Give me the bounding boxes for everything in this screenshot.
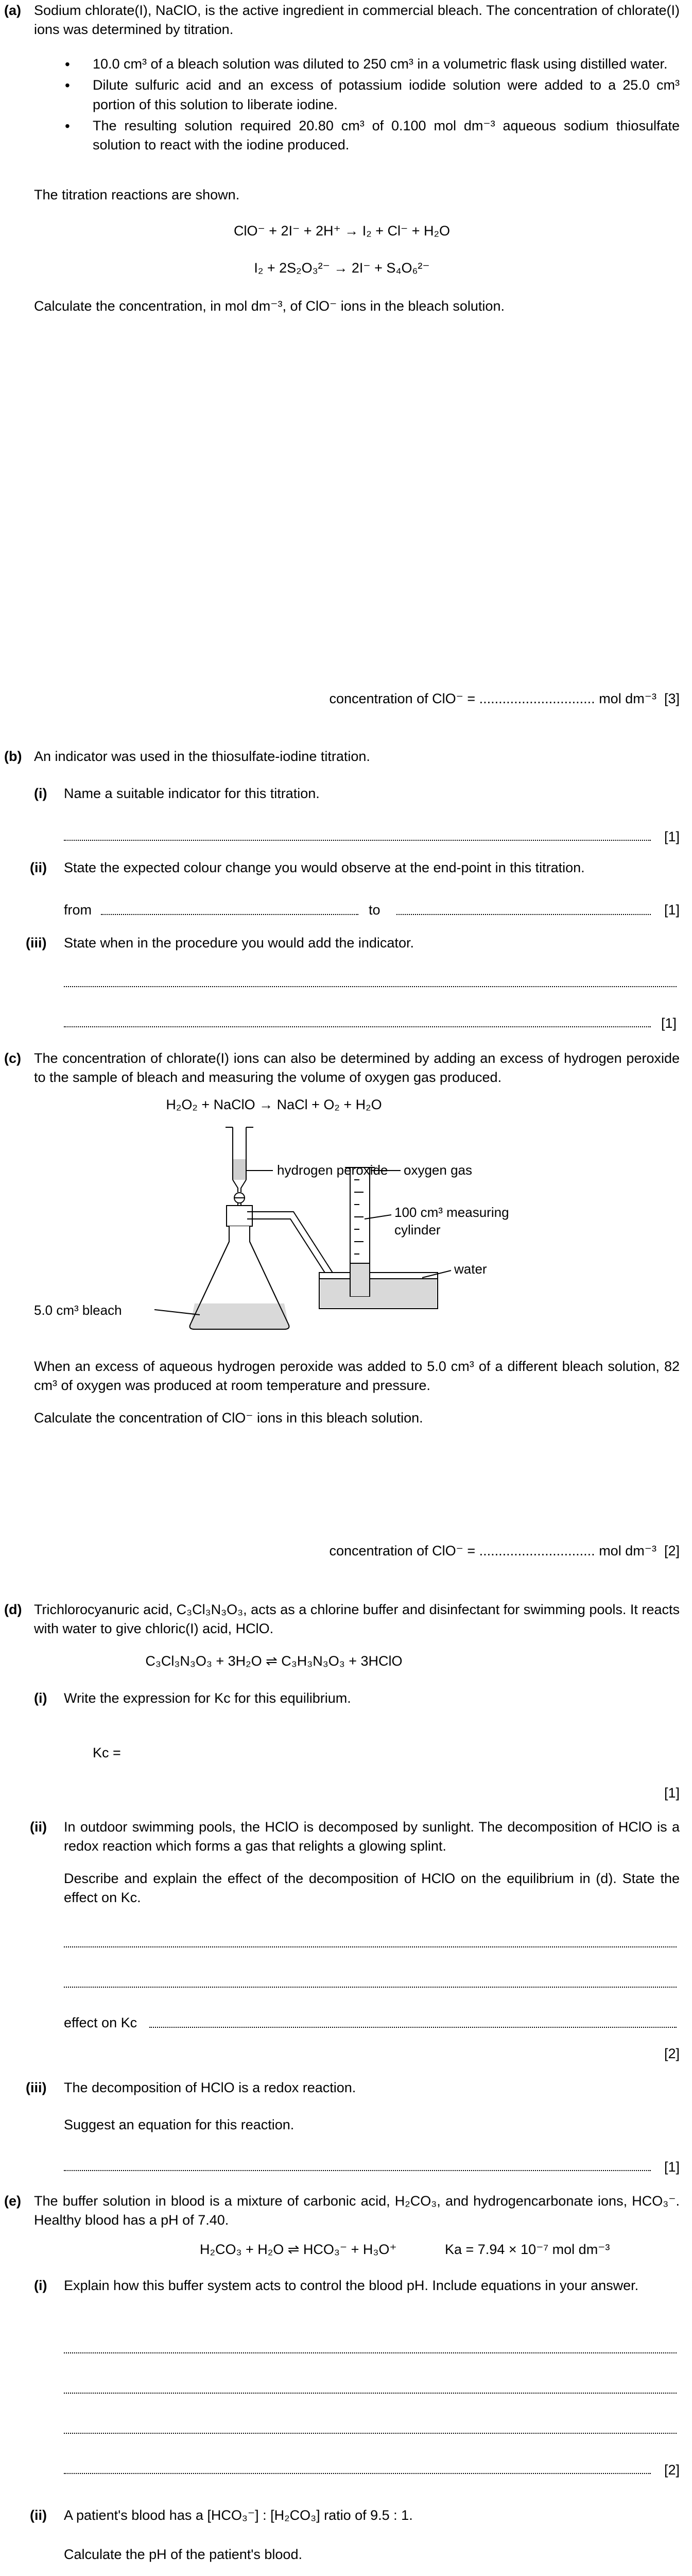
bullet-item: • 10.0 cm³ of a bleach solution was diluted to 250 cm³ in a volumetric flask using distilled water. <box>63 55 680 74</box>
marks: [1] <box>661 1015 677 1031</box>
part-d-ii-text2: Describe and explain the effect of the decomposition of HClO on the equilibrium in (d). State the effect on Kc. <box>64 1871 680 1906</box>
part-d-iii-text2: Suggest an equation for this reaction. <box>64 2117 295 2132</box>
part-d-label: (d) <box>4 1602 22 1617</box>
part-d-i-text: Write the expression for Kc for this equilibrium. <box>64 1690 351 1706</box>
part-c-intro: The concentration of chlorate(I) ions can also be determined by adding an excess of hydrogen peroxide to the sample of bleach and measuring the volume of oxygen gas produced. <box>34 1050 680 1086</box>
part-e-intro: The buffer solution in blood is a mixture of carbonic acid, H₂CO₃, and hydrogencarbonate ions, HCO₃⁻. Healthy blood has a pH of 7.40. <box>34 2193 680 2228</box>
marks: [2] <box>664 1543 680 1558</box>
label-water: water <box>454 1261 487 1277</box>
part-a-label: (a) <box>4 3 21 18</box>
water-trough <box>319 1273 438 1309</box>
answer-line[interactable] <box>64 2352 677 2353</box>
answer-line[interactable] <box>64 2473 651 2474</box>
part-b-ii-text: State the expected colour change you would observe at the end-point in this titration. <box>64 860 585 875</box>
marks: [2] <box>664 2046 680 2061</box>
marks: [1] <box>664 829 680 844</box>
answer-line[interactable] <box>64 840 651 841</box>
answer-line[interactable] <box>64 986 677 987</box>
bullet-item: • Dilute sulfuric acid and an excess of potassium iodide solution were added to a 25.0 cm³ portion of this solution to liberate iodine. <box>63 76 680 114</box>
part-a-answer-line <box>329 689 680 708</box>
part-b-intro: An indicator was used in the thiosulfate-iodine titration. <box>34 749 370 764</box>
part-b-iii-text: State when in the procedure you would add the indicator. <box>64 935 414 951</box>
part-e-i-label: (i) <box>34 2278 47 2293</box>
marks: [1] <box>664 902 680 918</box>
answer-line[interactable] <box>64 1946 677 1947</box>
part-a-bullets <box>63 55 680 157</box>
part-c-label: (c) <box>4 1050 21 1066</box>
marks: [1] <box>664 1785 680 1801</box>
answer-line[interactable] <box>64 1987 677 1988</box>
part-c-answer-line <box>329 1541 680 1561</box>
answer-unit: mol dm⁻³ <box>595 691 656 706</box>
marks: [1] <box>664 2159 680 2175</box>
label-cylinder-line1: 100 cm³ measuring <box>394 1205 509 1220</box>
answer-prefix: concentration of ClO⁻ = <box>329 691 479 706</box>
label-bleach: 5.0 cm³ bleach <box>34 1302 122 1318</box>
answer-unit: mol dm⁻³ <box>595 1543 656 1558</box>
to-label: to <box>369 902 380 918</box>
part-d-iii-text1: The decomposition of HClO is a redox reaction. <box>64 2080 356 2095</box>
blood-buffer-equation: H₂CO₃ + H₂O ⇌ HCO₃⁻ + H₃O⁺ <box>200 2242 397 2257</box>
kc-expression-label: Kc = <box>93 1745 121 1760</box>
answer-line[interactable] <box>64 1026 651 1027</box>
from-label: from <box>64 902 92 918</box>
apparatus-diagram <box>31 1123 525 1350</box>
label-oxygen-gas: oxygen gas <box>404 1162 472 1178</box>
answer-prefix: concentration of ClO⁻ = <box>329 1543 479 1558</box>
part-e-ii-label: (ii) <box>30 2507 47 2523</box>
answer-dots[interactable]: .............................. <box>479 691 595 706</box>
part-a-intro: Sodium chlorate(I), NaClO, is the active ingredient in commercial bleach. The concentration of chlorate(I) ions was determined by titration. <box>34 3 680 38</box>
part-d-ii-text1: In outdoor swimming pools, the HClO is decomposed by sunlight. The decomposition of HClO is a redox reaction which forms a gas that relights a glowing splint. <box>64 1819 680 1854</box>
answer-line[interactable] <box>149 2027 677 2028</box>
ka-value: Ka = 7.94 × 10⁻⁷ mol dm⁻³ <box>445 2242 610 2257</box>
part-d-ii-label: (ii) <box>30 1819 47 1835</box>
part-e-i-text: Explain how this buffer system acts to control the blood pH. Include equations in your answer. <box>64 2278 639 2293</box>
trichlorocyanuric-equation: C₃Cl₃N₃O₃ + 3H₂O ⇌ C₃H₃N₃O₃ + 3HClO <box>145 1653 403 1669</box>
part-d-iii-label: (iii) <box>26 2080 47 2095</box>
conical-flask <box>190 1206 289 1329</box>
effect-on-kc-label: effect on Kc <box>64 2015 137 2030</box>
part-b-iii-label: (iii) <box>26 935 47 951</box>
part-e-ii-text2: Calculate the pH of the patient's blood. <box>64 2547 302 2562</box>
peroxide-equation: H₂O₂ + NaClO → NaCl + O₂ + H₂O <box>166 1097 382 1112</box>
part-b-ii-label: (ii) <box>30 860 47 875</box>
bullet-item: • The resulting solution required 20.80 cm³ of 0.100 mol dm⁻³ aqueous sodium thiosulfate solution to react with the iodine produced. <box>63 116 680 155</box>
label-cylinder-line2: cylinder <box>394 1222 441 1238</box>
marks: [2] <box>664 2462 680 2478</box>
part-c-text1: When an excess of aqueous hydrogen peroxide was added to 5.0 cm³ of a different bleach solution, 82 cm³ of oxygen was produced at room temperature and pressure. <box>34 1359 680 1394</box>
answer-line[interactable] <box>101 914 358 915</box>
part-c-question: Calculate the concentration of ClO⁻ ions in this bleach solution. <box>34 1410 423 1426</box>
part-b-i-text: Name a suitable indicator for this titration. <box>64 786 320 801</box>
answer-line[interactable] <box>64 2393 677 2394</box>
titration-equation-2: I₂ + 2S₂O₃²⁻ → 2I⁻ + S₄O₆²⁻ <box>254 260 430 276</box>
part-b-label: (b) <box>4 749 22 764</box>
part-b-i-label: (i) <box>34 786 47 801</box>
answer-line[interactable] <box>396 914 651 915</box>
part-e-label: (e) <box>4 2193 21 2209</box>
marks: [3] <box>664 691 680 706</box>
answer-line[interactable] <box>64 2433 677 2434</box>
part-d-i-label: (i) <box>34 1690 47 1706</box>
part-d-intro: Trichlorocyanuric acid, C₃Cl₃N₃O₃, acts as a chlorine buffer and disinfectant for swimming pools. It reacts with water to give chloric(I) acid, HClO. <box>34 1602 680 1637</box>
part-a-reactions-intro: The titration reactions are shown. <box>34 187 240 202</box>
part-a-question: Calculate the concentration, in mol dm⁻³, of ClO⁻ ions in the bleach solution. <box>34 298 505 314</box>
label-hydrogen-peroxide: hydrogen peroxide <box>277 1162 388 1178</box>
answer-line[interactable] <box>64 2170 651 2171</box>
part-e-ii-text1: A patient's blood has a [HCO₃⁻] : [H₂CO₃] ratio of 9.5 : 1. <box>64 2507 413 2523</box>
titration-equation-1: ClO⁻ + 2I⁻ + 2H⁺ → I₂ + Cl⁻ + H₂O <box>233 223 451 239</box>
answer-dots[interactable]: .............................. <box>479 1543 595 1558</box>
